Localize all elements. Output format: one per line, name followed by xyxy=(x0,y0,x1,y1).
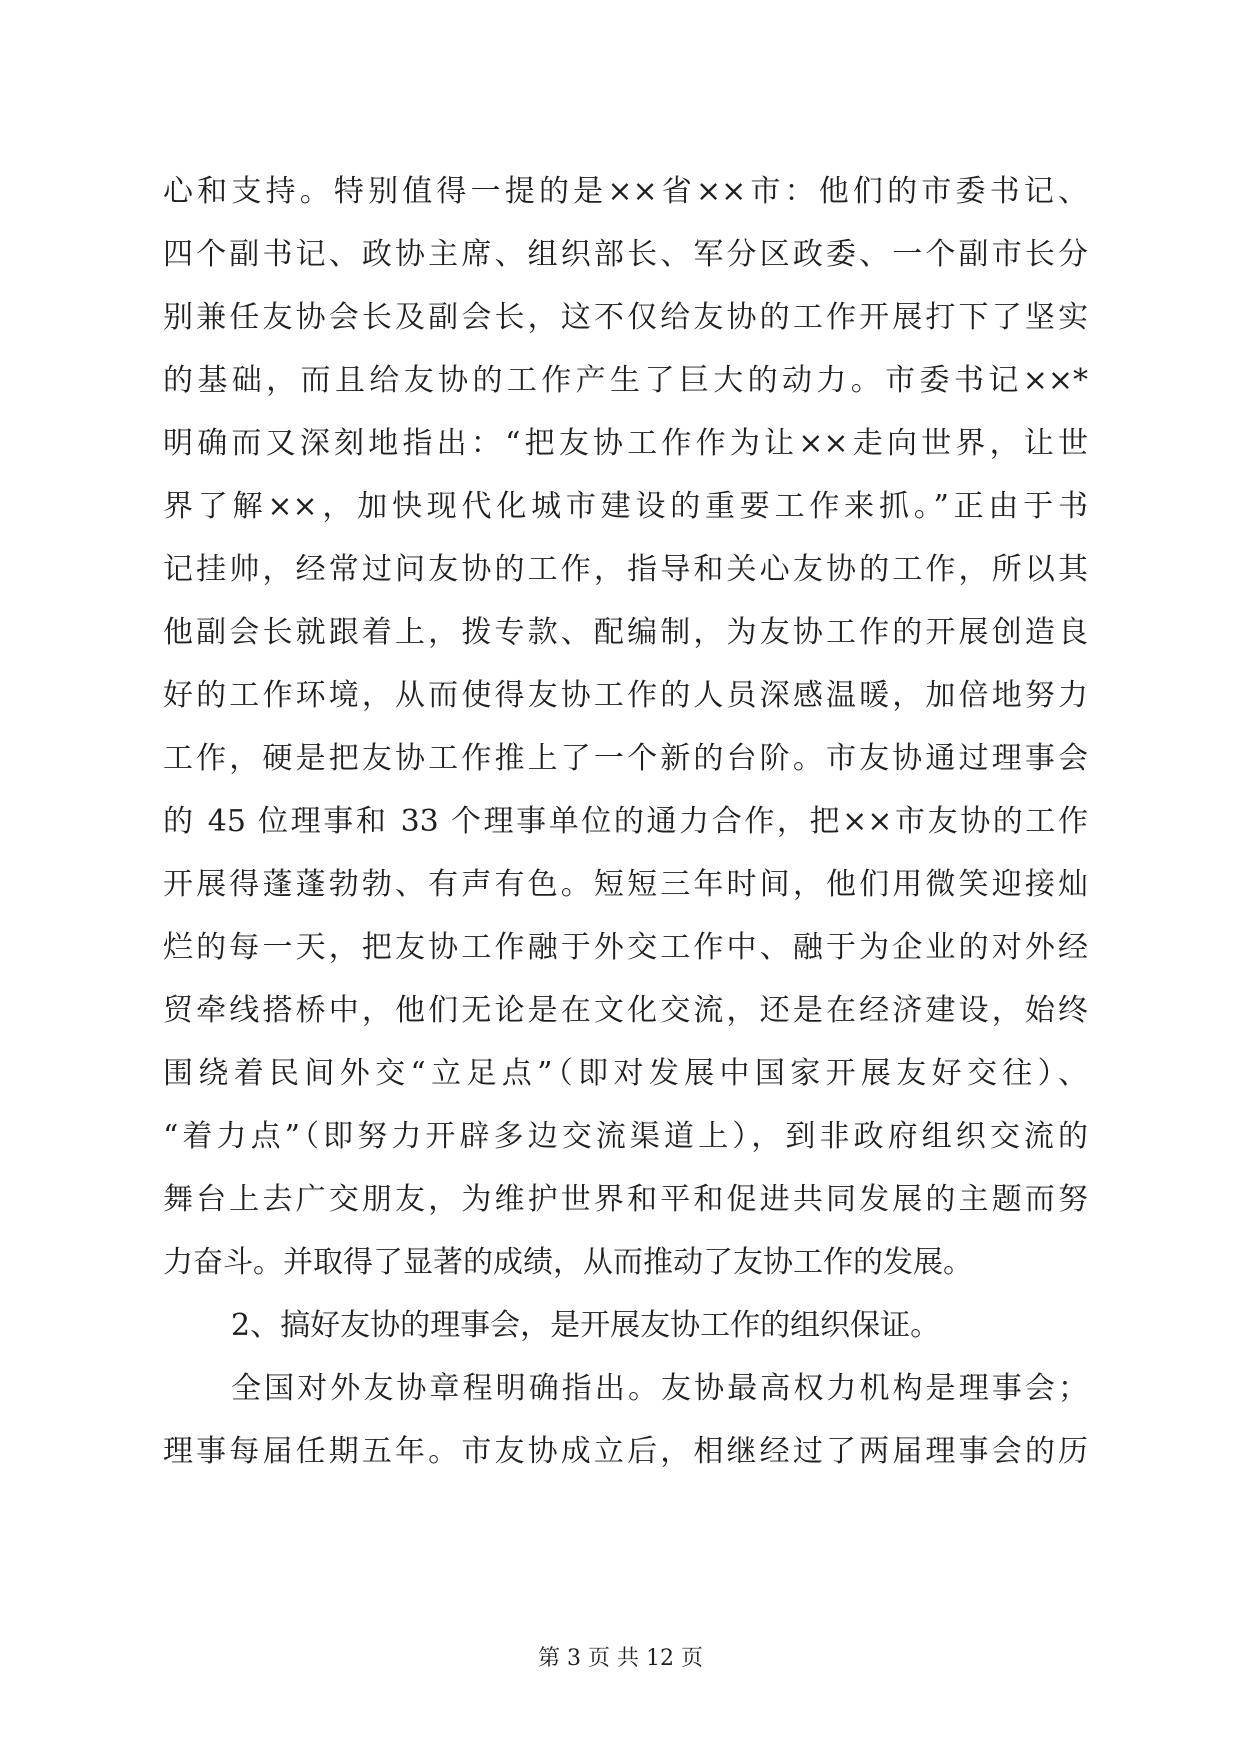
text-line: 贸牵线搭桥中，他们无论是在文化交流，还是在经济建设，始终 xyxy=(163,993,1088,1028)
text-line: 别兼任友协会长及副会长，这不仅给友协的工作开展打下了坚实 xyxy=(163,300,1088,335)
text-line: 全国对外友协章程明确指出。友协最高权力机构是理事会； xyxy=(231,1371,1088,1406)
text-line: 他副会长就跟着上，拨专款、配编制，为友协工作的开展创造良 xyxy=(163,615,1088,650)
text-line: 明确而又深刻地指出：“把友协工作作为让××走向世界，让世 xyxy=(163,426,1088,461)
text-line: 舞台上去广交朋友，为维护世界和平和促进共同发展的主题而努 xyxy=(163,1182,1088,1217)
text-line: 记挂帅，经常过问友协的工作，指导和关心友协的工作，所以其 xyxy=(163,552,1088,587)
text-line: 力奋斗。并取得了显著的成绩，从而推动了友协工作的发展。 xyxy=(163,1245,973,1280)
text-line: 的基础，而且给友协的工作产生了巨大的动力。市委书记××* xyxy=(163,363,1088,398)
text-line: “着力点”（即努力开辟多边交流渠道上），到非政府组织交流的 xyxy=(163,1119,1088,1154)
text-line: 界了解××，加快现代化城市建设的重要工作来抓。”正由于书 xyxy=(163,489,1088,524)
text-line: 心和支持。特别值得一提的是××省××市：他们的市委书记、 xyxy=(163,174,1088,209)
text-line: 的 45 位理事和 33 个理事单位的通力合作，把××市友协的工作 xyxy=(163,804,1088,839)
text-line: 烂的每一天，把友协工作融于外交工作中、融于为企业的对外经 xyxy=(163,930,1088,965)
section-heading: 2、搞好友协的理事会，是开展友协工作的组织保证。 xyxy=(231,1308,941,1343)
text-line: 围绕着民间外交“立足点”（即对发展中国家开展友好交往）、 xyxy=(163,1056,1088,1091)
text-line: 四个副书记、政协主席、组织部长、军分区政委、一个副市长分 xyxy=(163,237,1088,272)
text-line: 好的工作环境，从而使得友协工作的人员深感温暖，加倍地努力 xyxy=(163,678,1088,713)
text-line: 开展得蓬蓬勃勃、有声有色。短短三年时间，他们用微笑迎接灿 xyxy=(163,867,1088,902)
page-number-footer: 第 3 页 共 12 页 xyxy=(538,1646,703,1671)
text-line: 理事每届任期五年。市友协成立后，相继经过了两届理事会的历 xyxy=(163,1434,1088,1469)
document-body xyxy=(163,160,1088,1483)
text-line: 工作，硬是把友协工作推上了一个新的台阶。市友协通过理事会 xyxy=(163,741,1088,776)
